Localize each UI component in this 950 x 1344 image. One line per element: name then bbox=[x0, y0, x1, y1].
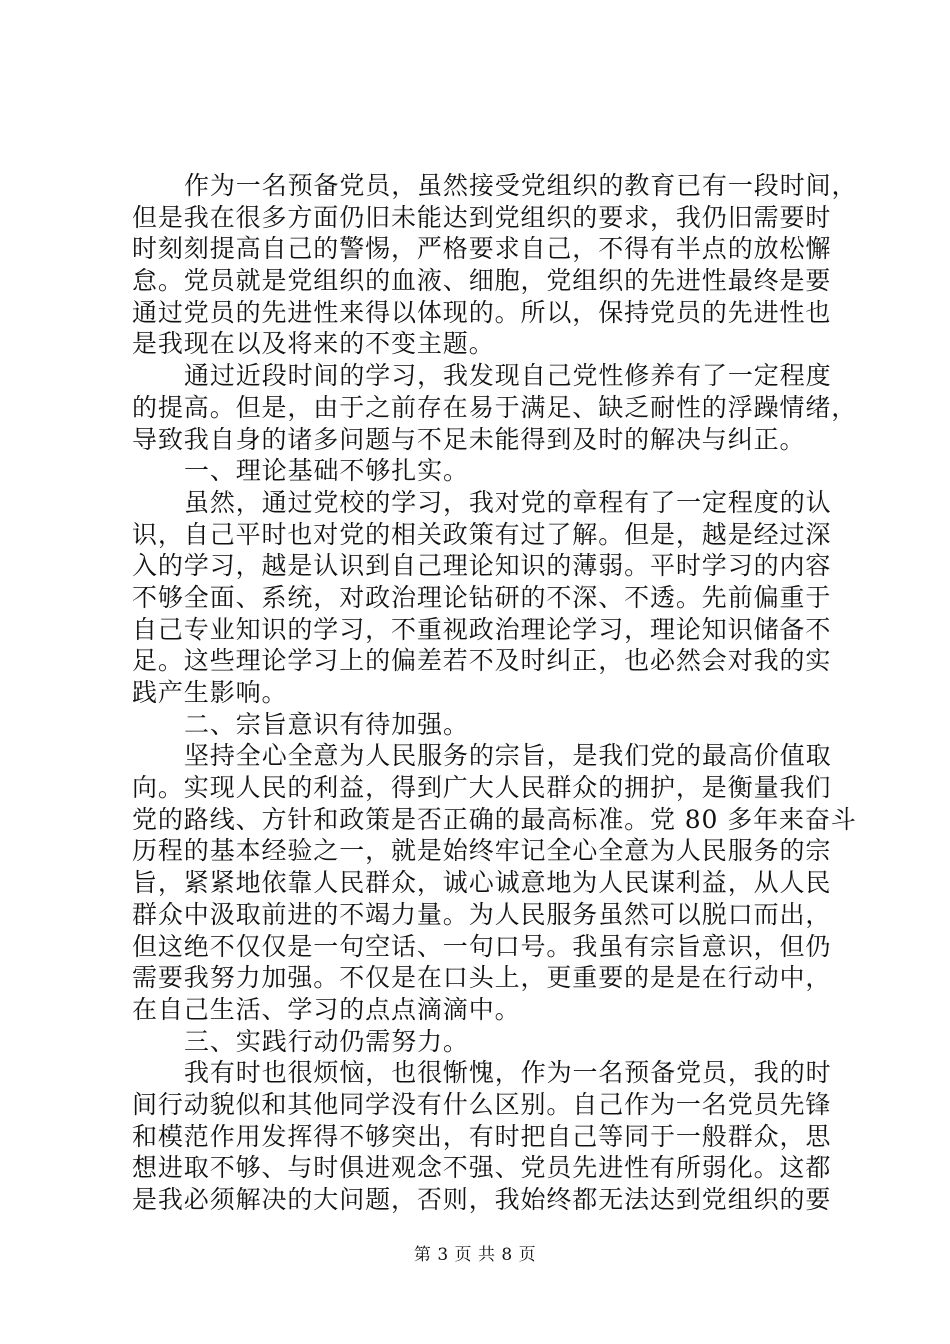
text-line: 间行动貌似和其他同学没有什么区别。自己作为一名党员先锋 bbox=[132, 1089, 832, 1119]
text-line: 足。这些理论学习上的偏差若不及时纠正，也必然会对我的实 bbox=[132, 646, 832, 676]
text-line: 我有时也很烦恼，也很惭愧，作为一名预备党员，我的时 bbox=[184, 1058, 832, 1088]
text-line: 的提高。但是，由于之前存在易于满足、缺乏耐性的浮躁情绪， bbox=[132, 392, 858, 422]
text-line: 怠。党员就是党组织的血液、细胞，党组织的先进性最终是要 bbox=[132, 266, 832, 296]
text-line: 通过党员的先进性来得以体现的。所以，保持党员的先进性也 bbox=[132, 297, 832, 327]
text-line: 历程的基本经验之一，就是始终牢记全心全意为人民服务的宗 bbox=[132, 836, 832, 866]
page-footer: 第 3 页 共 8 页 bbox=[413, 1245, 537, 1265]
text-line: 向。实现人民的利益，得到广大人民群众的拥护，是衡量我们 bbox=[132, 773, 832, 803]
text-line: 是我必须解决的大问题，否则，我始终都无法达到党组织的要 bbox=[132, 1185, 832, 1214]
text-line: 时刻刻提高自己的警惕，严格要求自己，不得有半点的放松懈 bbox=[132, 234, 832, 264]
text-line: 但这绝不仅仅是一句空话、一句口号。我虽有宗旨意识，但仍 bbox=[132, 931, 832, 961]
text-line: 三、实践行动仍需努力。 bbox=[184, 1026, 469, 1056]
text-line: 一、理论基础不够扎实。 bbox=[184, 456, 469, 486]
text-line: 入的学习，越是认识到自己理论知识的薄弱。平时学习的内容 bbox=[132, 551, 832, 581]
text-line: 是我现在以及将来的不变主题。 bbox=[132, 329, 495, 359]
text-line: 旨，紧紧地依靠人民群众，诚心诚意地为人民谋利益，从人民 bbox=[132, 868, 832, 898]
text-line: 但是我在很多方面仍旧未能达到党组织的要求，我仍旧需要时 bbox=[132, 202, 832, 232]
text-line: 需要我努力加强。不仅是在口头上，更重要的是是在行动中， bbox=[132, 963, 832, 993]
document-body bbox=[132, 170, 858, 1216]
text-line: 不够全面、系统，对政治理论钻研的不深、不透。先前偏重于 bbox=[132, 582, 832, 612]
text-line: 群众中汲取前进的不竭力量。为人民服务虽然可以脱口而出， bbox=[132, 899, 832, 929]
text-line: 识，自己平时也对党的相关政策有过了解。但是，越是经过深 bbox=[132, 519, 832, 549]
text-line: 虽然，通过党校的学习，我对党的章程有了一定程度的认 bbox=[184, 487, 832, 517]
text-line: 二、宗旨意识有待加强。 bbox=[184, 709, 469, 739]
text-line: 通过近段时间的学习，我发现自己党性修养有了一定程度 bbox=[184, 361, 832, 391]
text-line: 党的路线、方针和政策是否正确的最高标准。党 80 多年来奋斗 bbox=[132, 804, 857, 834]
text-line: 践产生影响。 bbox=[132, 678, 288, 707]
text-line: 坚持全心全意为人民服务的宗旨，是我们党的最高价值取 bbox=[184, 741, 832, 771]
text-line: 自己专业知识的学习，不重视政治理论学习，理论知识储备不 bbox=[132, 614, 832, 644]
text-line: 想进取不够、与时俱进观念不强、党员先进性有所弱化。这都 bbox=[132, 1153, 832, 1183]
text-line: 在自己生活、学习的点点滴滴中。 bbox=[132, 994, 521, 1024]
text-line: 导致我自身的诸多问题与不足未能得到及时的解决与纠正。 bbox=[132, 424, 806, 454]
text-line: 和模范作用发挥得不够突出，有时把自己等同于一般群众，思 bbox=[132, 1121, 832, 1151]
text-line: 作为一名预备党员，虽然接受党组织的教育已有一段时间， bbox=[184, 171, 858, 200]
